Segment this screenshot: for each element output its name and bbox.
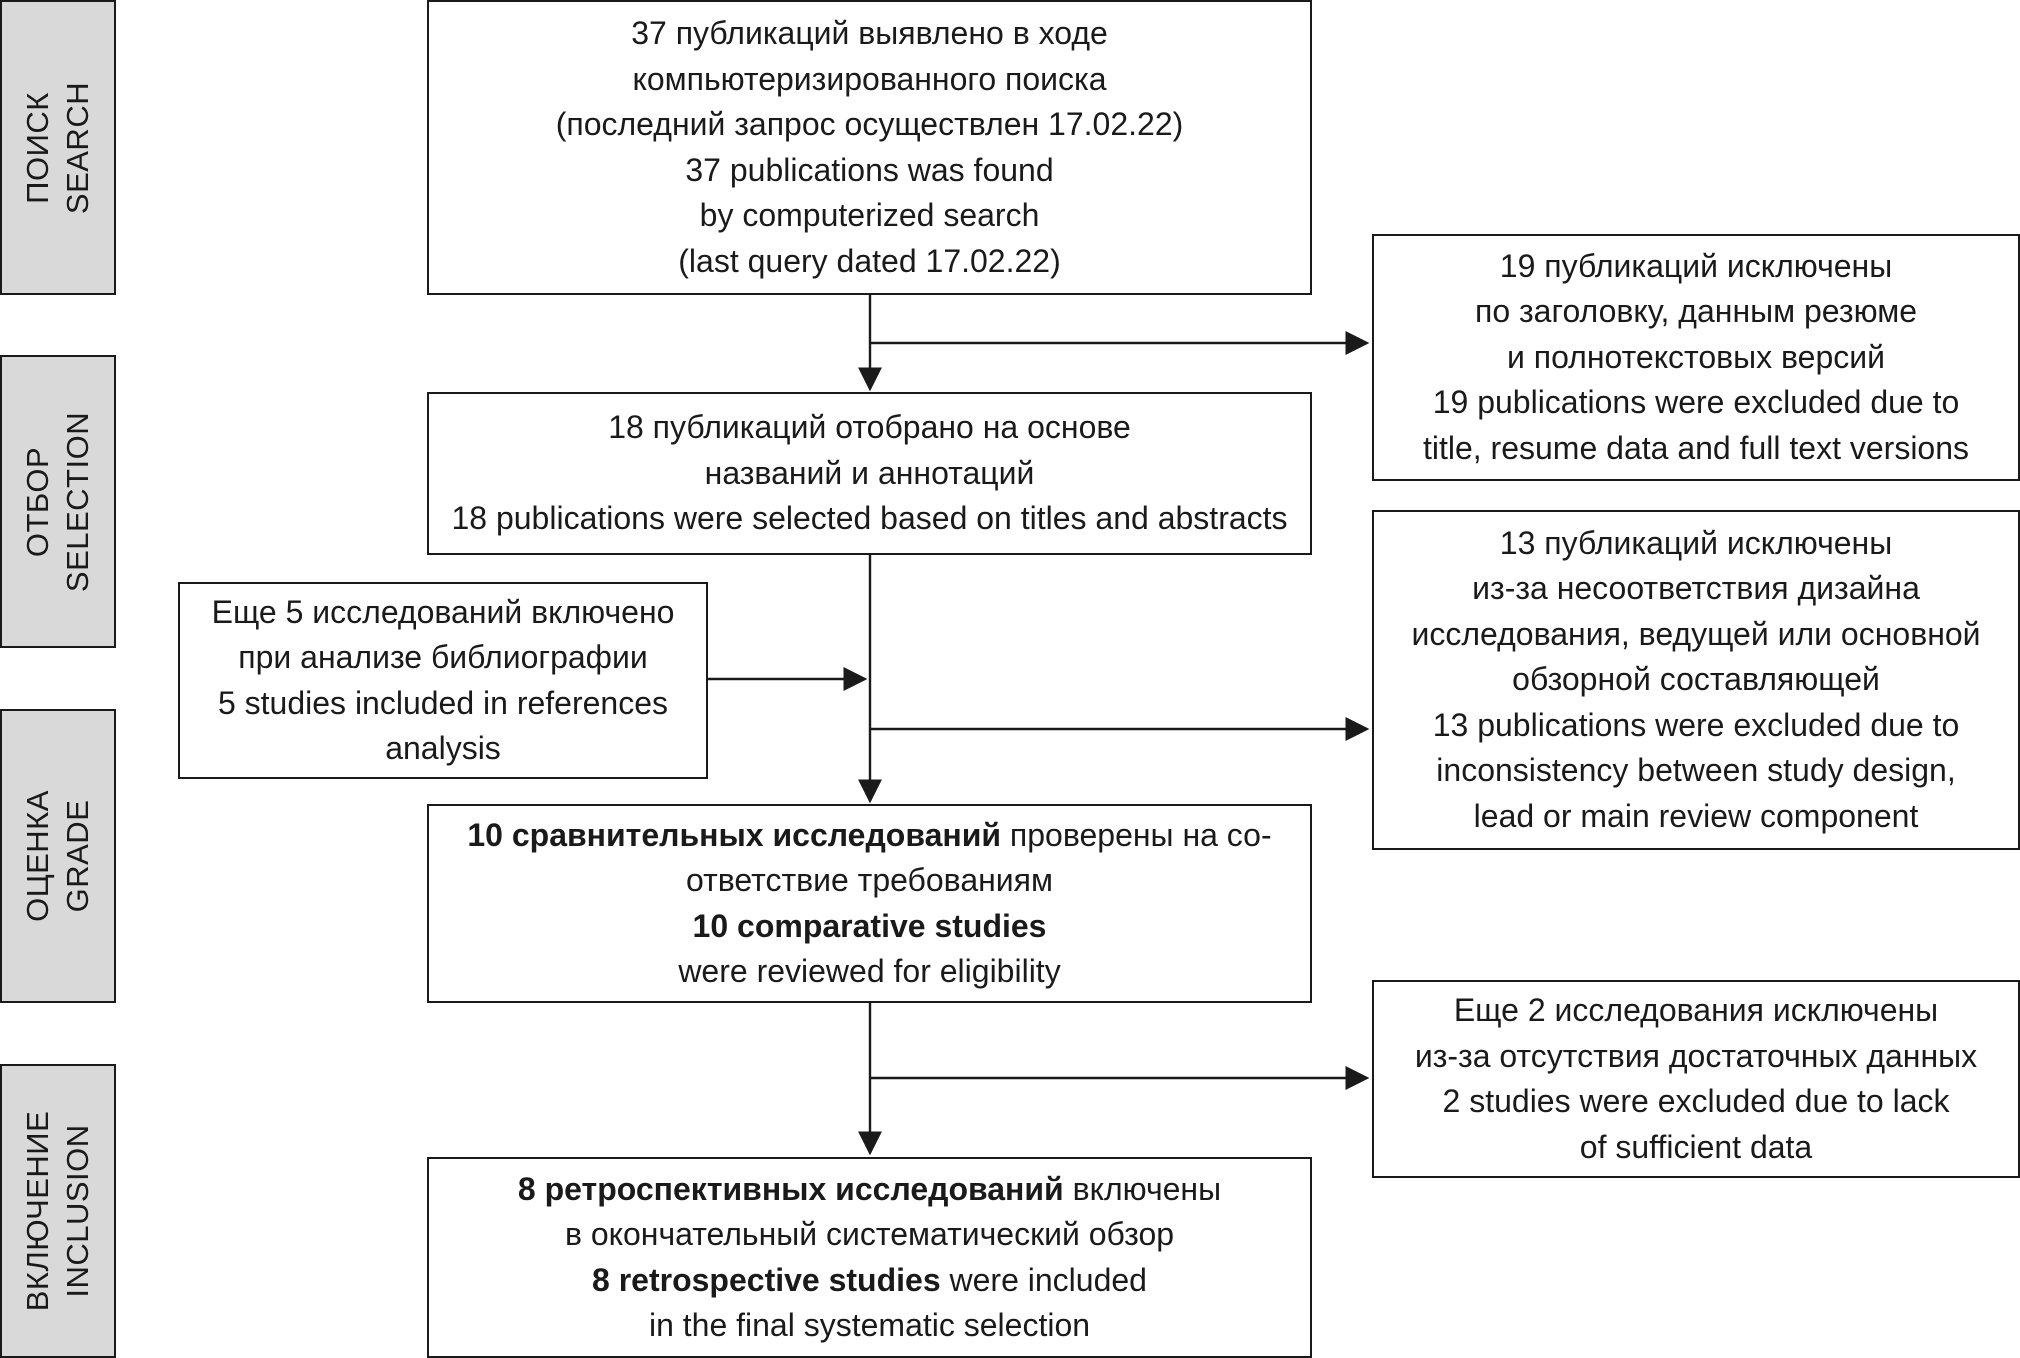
box-references-line: Еще 5 исследований включено xyxy=(211,593,675,630)
box-excluded-title-line: title, resume data and full text versions xyxy=(1422,429,1970,466)
box-excluded-design-line: inconsistency between study design, xyxy=(1436,752,1956,789)
stage-grade-en: GRADE xyxy=(60,799,95,913)
box-excluded-design xyxy=(1372,510,2020,850)
included-text-en: were included xyxy=(940,1261,1147,1298)
stage-selection-ru: ОТБОР xyxy=(20,446,55,557)
box-included-line-4: in the final systematic selection xyxy=(648,1307,1091,1343)
box-selected xyxy=(427,392,1312,555)
included-count-ru: 8 ретроспективных исследований xyxy=(517,1170,1064,1207)
box-excluded-title-line: и полнотекстовых версий xyxy=(1506,338,1886,375)
box-references-line: analysis xyxy=(385,730,501,766)
box-excluded-title xyxy=(1372,234,2020,481)
stage-search-en: SEARCH xyxy=(60,81,95,214)
box-found-line: (last query dated 17.02.22) xyxy=(678,242,1061,279)
box-excluded-design-line: из-за несоответствия дизайна xyxy=(1472,570,1920,607)
included-count-en: 8 retrospective studies xyxy=(592,1261,941,1298)
reviewed-text-ru: проверены на со- xyxy=(1001,816,1272,853)
stage-inclusion-en: INCLUSION xyxy=(60,1124,95,1298)
box-found-line: 37 publications was found xyxy=(685,151,1054,188)
box-reviewed-line-2: ответствие требованиям xyxy=(686,862,1053,898)
stage-selection-en: SELECTION xyxy=(60,411,95,592)
box-excluded-design-line: lead or main review component xyxy=(1473,797,1919,834)
box-excluded-data-line: Еще 2 исследования исключены xyxy=(1453,992,1939,1028)
box-found-line: 37 публикаций выявлено в ходе xyxy=(631,15,1108,51)
box-excluded-data-line: of sufficient data xyxy=(1579,1128,1813,1165)
included-text-ru: включены xyxy=(1063,1170,1222,1207)
box-references xyxy=(178,582,708,779)
box-included-line-2: в окончательный систематический обзор xyxy=(564,1216,1175,1252)
stage-grade-ru: ОЦЕНКА xyxy=(20,790,55,922)
box-excluded-design-line: 13 публикаций исключены xyxy=(1499,524,1893,561)
box-excluded-design-line: обзорной составляющей xyxy=(1512,661,1880,698)
box-included-line-3 xyxy=(592,1258,1147,1304)
stage-search-ru: ПОИСК xyxy=(20,91,55,204)
box-found-line: (последний запрос осуществлен 17.02.22) xyxy=(555,106,1184,142)
box-selected-line: 18 publications were selected based on titles and abstracts xyxy=(451,500,1288,537)
box-selected-line: 18 публикаций отобрано на основе xyxy=(608,409,1131,446)
box-excluded-title-line: 19 publications were excluded due to xyxy=(1432,384,1960,421)
reviewed-count-ru: 10 сравнительных исследований xyxy=(467,816,1002,853)
box-reviewed-line-3 xyxy=(693,904,1047,950)
box-excluded-title-line: 19 публикаций исключены xyxy=(1499,247,1893,284)
box-excluded-data-line: 2 studies were excluded due to lack xyxy=(1442,1083,1950,1119)
box-reviewed-line-1 xyxy=(467,813,1271,859)
stage-selection xyxy=(0,355,116,648)
box-included xyxy=(427,1157,1312,1358)
box-excluded-data xyxy=(1372,980,2020,1178)
box-excluded-data-line: из-за отсутствия достаточных данных xyxy=(1414,1037,1978,1074)
reviewed-count-en: 10 comparative studies xyxy=(692,907,1047,944)
box-reviewed-line-4: were reviewed for eligibility xyxy=(678,953,1061,989)
box-selected-line: названий и аннотаций xyxy=(704,454,1035,491)
box-references-line: при анализе библиографии xyxy=(238,639,648,675)
stage-search xyxy=(0,0,116,295)
box-found xyxy=(427,0,1312,295)
box-reviewed xyxy=(427,804,1312,1003)
box-included-line-1 xyxy=(518,1167,1221,1213)
box-found-line: by computerized search xyxy=(699,197,1040,233)
box-excluded-title-line: по заголовку, данным резюме xyxy=(1474,293,1917,330)
box-found-line: компьютеризированного поиска xyxy=(632,60,1107,97)
box-references-line: 5 studies included in references xyxy=(217,684,669,721)
box-excluded-design-line: исследования, ведущей или основной xyxy=(1411,615,1981,652)
box-excluded-design-line: 13 publications were excluded due to xyxy=(1432,706,1960,743)
stage-inclusion-ru: ВКЛЮЧЕНИЕ xyxy=(20,1110,55,1312)
stage-grade xyxy=(0,709,116,1003)
stage-inclusion xyxy=(0,1064,116,1358)
